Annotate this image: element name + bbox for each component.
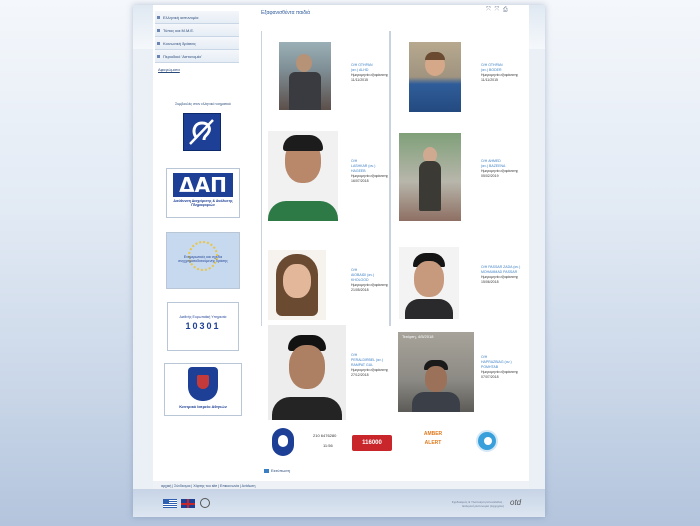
missing-date: 16/07/2018 [351, 179, 369, 183]
dap-banner[interactable] [166, 168, 240, 218]
child-protection-icon[interactable] [476, 430, 498, 452]
child-caption [351, 268, 389, 293]
missing-date-label: Ημερομηνία εξαφάνισης [481, 370, 519, 374]
child-photo[interactable] [399, 133, 461, 221]
child-caption [351, 353, 389, 378]
hotline-text: Διεθνής Ευρωπαϊκή Υπηρεσία [179, 315, 227, 319]
child-caption [481, 159, 521, 179]
child-name[interactable]: Ο/Η PASSAR ZADA (αν.) [481, 265, 521, 269]
missing-date-label: Ημερομηνία εξαφάνισης [481, 275, 519, 279]
missing-date-label: Ημερομηνία εξαφάνισης [351, 283, 389, 287]
child-caption [481, 355, 521, 380]
police-logo-icon[interactable] [272, 428, 294, 456]
child-photo[interactable] [409, 42, 461, 112]
bullet-icon [157, 42, 160, 45]
accessibility-text: Συμβουλές στον ελληνικό νοηματικό [175, 102, 231, 106]
missing-date: 21/05/2018 [351, 288, 369, 292]
sidebar-item-social[interactable] [155, 37, 239, 50]
missing-date: 07/07/2018 [481, 375, 499, 379]
bullet-icon [157, 29, 160, 32]
child-caption [481, 265, 523, 285]
hotline-banner[interactable] [167, 302, 239, 351]
missing-date: 11/11/2015 [351, 78, 368, 82]
bullet-icon [157, 16, 160, 19]
child-photo[interactable] [279, 42, 331, 110]
sidebar-item-press[interactable] [155, 24, 239, 37]
missing-date: 05/02/2019 [481, 174, 499, 178]
child-name-2[interactable]: (αν.) ALHD [351, 68, 369, 72]
sidebar-nav [155, 11, 239, 72]
child-photo[interactable] [268, 325, 346, 420]
amber-alert-logo[interactable]: AMBER ALERT [423, 431, 443, 446]
child-photo[interactable] [399, 247, 459, 319]
sidebar-item-label: Ελληνική αστυνομία [163, 14, 199, 20]
sidebar-item-label: Περιοδικό 'Αστυνομία' [163, 53, 202, 59]
sidebar-item-label: Κοινωνική δράσεις [163, 40, 196, 46]
missing-date: 27/12/2018 [351, 373, 369, 377]
sidebar-item-police[interactable] [155, 11, 239, 24]
print-icon [264, 469, 269, 473]
footer-credits: Σχεδιασμός & Υλοποίηση Ιστοσελίδας · Ελληνική Αστυνομία (Αρχηγείο) [451, 500, 504, 508]
accessibility-logo-icon[interactable] [200, 498, 210, 508]
greek-flag-icon[interactable] [163, 499, 177, 508]
hotline-number: 10301 [185, 321, 221, 331]
child-name-2[interactable]: AIOBAIDI (αν.) KHOLOOD [351, 273, 375, 282]
missing-date-label: Ημερομηνία εξαφάνισης [481, 73, 519, 77]
grid-center-divider [389, 31, 391, 326]
child-photo[interactable] [268, 250, 326, 320]
child-name-2[interactable]: PERALDIRBEL (αν.) RAMPAT GUL [351, 358, 384, 367]
print-label: Εκτύπωση [271, 468, 290, 473]
child-name[interactable]: Ο/Η [351, 159, 358, 163]
missing-date-label: Ημερομηνία εξαφάνισης [351, 368, 389, 372]
sidebar-item-magazine[interactable] [155, 50, 239, 63]
toolbar-icons[interactable]: ⤧ ⤧ ⎙ [486, 7, 509, 13]
print-button[interactable] [264, 468, 290, 473]
child-photo[interactable] [398, 332, 474, 412]
child-name[interactable]: Ο/Η ΟΤΗΡΑΝ [481, 63, 503, 67]
footer-brand-logo: otd [510, 498, 522, 507]
child-caption [351, 63, 389, 83]
missing-date-label: Ημερομηνία εξαφάνισης [481, 169, 519, 173]
uk-flag-icon[interactable] [181, 499, 195, 508]
child-name[interactable]: Ο/Η [351, 268, 358, 272]
missing-date: 11/11/2015 [481, 78, 498, 82]
kid-banner[interactable] [164, 363, 242, 416]
photo-date-stamp: Τετάρτη, 4/5/2018 [402, 334, 434, 339]
grid-left-border [261, 31, 262, 326]
child-photo[interactable] [268, 131, 338, 221]
child-name[interactable]: Ο/Η [351, 353, 358, 357]
child-name-2[interactable]: (αν.) BODER [481, 68, 502, 72]
missing-date: 15/06/2018 [481, 280, 499, 284]
dap-subtitle: Διεύθυνση Διαχείρισης & Ανάλυσης Πληροφοριών [173, 199, 233, 207]
child-name-2[interactable]: HAPRAZBIAG (αν.) POMHTAB [481, 360, 512, 369]
child-name-2[interactable]: (αν.) BAZEENA [481, 164, 506, 168]
page-frame [133, 5, 545, 517]
child-name-2[interactable]: LASHKAR (αν.) HAGEEB [351, 164, 376, 173]
hearing-accessibility-icon[interactable] [183, 113, 221, 151]
eu-banner[interactable] [166, 232, 240, 289]
footer-links[interactable]: αρχική | Σύνδεσμοι | Χάρτης του site | Επικοινωνία | Ανάλυση [161, 484, 256, 488]
eu-banner-text: Ενημερωτικές και σχεδία συγχρηματοδοτούμενης δράσης [178, 255, 228, 263]
dap-title: ΔΑΠ [173, 173, 233, 197]
missing-date-label: Ημερομηνία εξαφάνισης [351, 73, 389, 77]
page-title: Εξαφανισθέντα παιδιά [261, 10, 311, 16]
bullet-icon [157, 55, 160, 58]
child-caption [481, 63, 521, 83]
child-name[interactable]: Ο/Η [481, 355, 488, 359]
police-shield-icon [188, 367, 218, 401]
kid-label: Κεντρικό Ιατρείο Αθηνών [179, 404, 227, 409]
child-caption [351, 159, 389, 184]
child-name-2[interactable]: MOHAMMAD PASSAR [481, 270, 518, 274]
missing-date-label: Ημερομηνία εξαφάνισης [351, 174, 389, 178]
child-name[interactable]: Ο/Η ΟΤΗΡΑΝ [351, 63, 373, 67]
sidebar-link-tributes[interactable]: Αφιερώματα [158, 67, 180, 72]
contact-hours: 11:56 [323, 443, 333, 448]
sidebar-item-label: Τύπος και Μ.Μ.Ε. [163, 27, 195, 33]
child-name[interactable]: Ο/Η AHMED [481, 159, 501, 163]
contact-phone: 210 6476280 [313, 433, 337, 438]
hotline-116000-button[interactable]: 116000 [352, 435, 392, 451]
